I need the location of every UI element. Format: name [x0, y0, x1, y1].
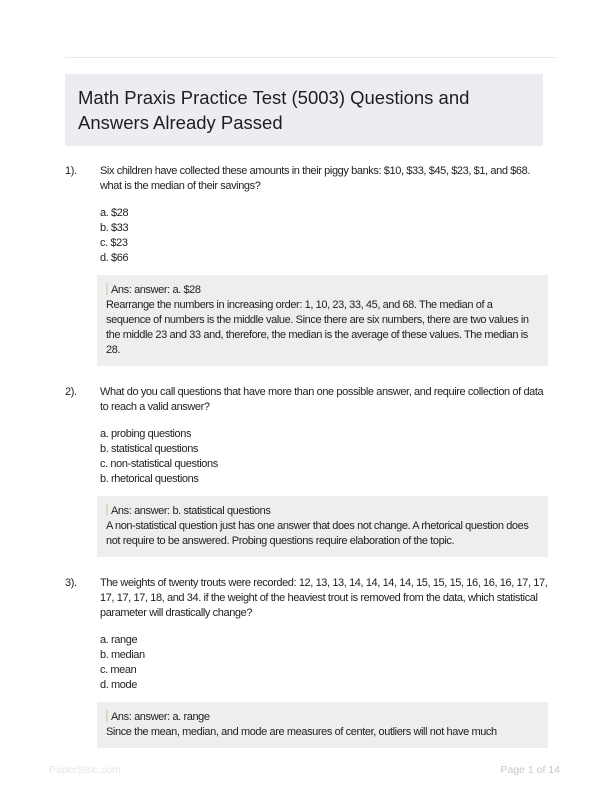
top-divider	[65, 57, 556, 58]
question-3	[65, 576, 606, 748]
question-number: 2).	[65, 386, 77, 398]
answer-explanation: Rearrange the numbers in increasing order: 1, 10, 23, 33, 45, and 68. The median of a sequence of numbers is the middle value. Since there are six numbers, there are two values in the middle 23 and 33 and, therefore, the median is the average of these values. The median is 28.	[106, 299, 529, 356]
answer-label: Ans: answer: b. statistical questions	[111, 505, 271, 517]
options-list	[100, 633, 606, 693]
answer-marker-icon	[106, 710, 108, 722]
option-b: b. median	[100, 649, 145, 661]
option-c: c. $23	[100, 237, 128, 249]
options-list	[100, 206, 606, 266]
option-a: a. $28	[100, 207, 129, 219]
question-text: Six children have collected these amounts in their piggy banks: $10, $33, $45, $23, $1, and $68. what is the median of their savings?	[100, 165, 531, 192]
option-b: b. $33	[100, 222, 129, 234]
answer-explanation: Since the mean, median, and mode are measures of center, outliers will not have much	[106, 726, 497, 738]
option-c: c. non-statistical questions	[100, 458, 218, 470]
question-text: The weights of twenty trouts were recorded: 12, 13, 13, 14, 14, 14, 14, 15, 15, 15, 16, 16, 16, 17, 17, 17, 17, 17, 18, and 34. if the weight of the heaviest trout is removed from the data, which statistical parameter will drastically change?	[100, 577, 548, 619]
answer-line	[106, 504, 539, 519]
answer-line	[106, 710, 539, 725]
answer-marker-icon	[106, 283, 108, 295]
title-box	[65, 74, 543, 146]
question-number: 1).	[65, 165, 77, 177]
option-d: b. rhetorical questions	[100, 473, 199, 485]
question-number: 3).	[65, 577, 77, 589]
watermark: PaperStoc.com	[49, 764, 121, 776]
answer-box	[97, 496, 548, 557]
answer-label: Ans: answer: a. $28	[111, 284, 201, 296]
options-list	[100, 427, 606, 487]
option-d: d. $66	[100, 252, 129, 264]
option-a: a. range	[100, 634, 138, 646]
questions-list	[65, 164, 606, 748]
question-1	[65, 164, 606, 366]
page-title: Math Praxis Practice Test (5003) Questions and Answers Already Passed	[78, 87, 470, 133]
option-d: d. mode	[100, 679, 137, 691]
answer-label: Ans: answer: a. range	[111, 711, 210, 723]
option-b: b. statistical questions	[100, 443, 199, 455]
page-number-label: Page 1 of 14	[500, 764, 560, 776]
option-c: c. mean	[100, 664, 137, 676]
answer-line	[106, 283, 539, 298]
answer-box	[97, 702, 548, 748]
question-2	[65, 385, 606, 557]
answer-box	[97, 275, 548, 366]
answer-explanation: A non-statistical question just has one answer that does not change. A rhetorical question does not require to be answered. Probing questions require elaboration of the topic.	[106, 520, 529, 547]
answer-marker-icon	[106, 504, 108, 516]
option-a: a. probing questions	[100, 428, 192, 440]
question-text: What do you call questions that have more than one possible answer, and require collection of data to reach a valid answer?	[100, 386, 544, 413]
